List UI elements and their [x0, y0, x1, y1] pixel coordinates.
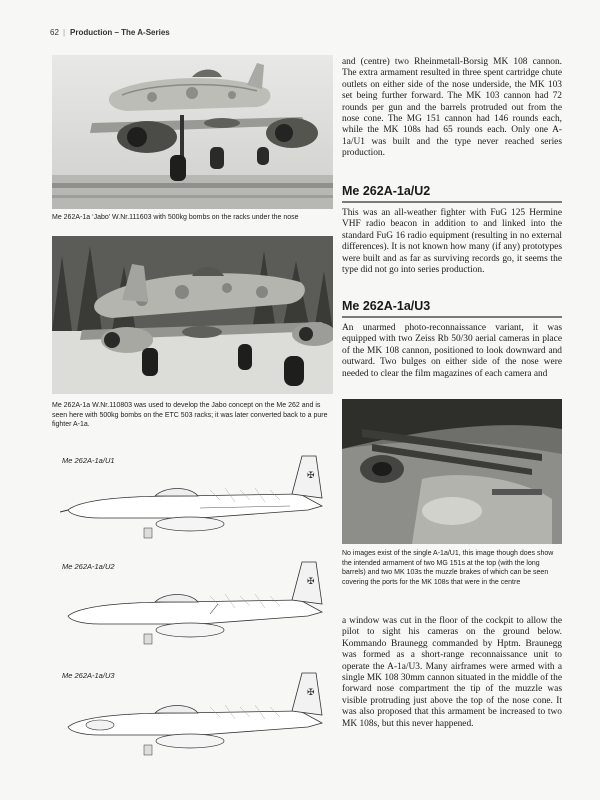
intro-paragraph: and (centre) two Rheinmetall-Borsig MK 108 cannon. The extra armament resulted in three spent cartridge chute outlets on either side of the nose underside, the MK 103 set being further forward. The MK 103 cannon had 72 rounds per gun and the barrels protruded out from the nose cone. The MG 151 cannon had 146 rounds each, while the MK 108s had 65 rounds each. Only one A-1a/U1 was built and the type never reached series production.: [342, 57, 562, 159]
text-u3-continued: [342, 616, 562, 730]
running-header: [50, 26, 550, 40]
heading-u3: Me 262A-1a/U3: [342, 299, 431, 313]
jet-photo-1: [52, 55, 333, 209]
nose-armament-photo: [342, 399, 562, 544]
u3-continued-paragraph: a window was cut in the floor of the cockpit to allow the pilot to sight his cameras on the ground below. Kommando Braunegg commanded by Hptm. Braunegg was formed as a short-range reconnaissance unit to operate the A-1a/U3. Many airframes were armed with a single MK 108 30mm cannon situated in the middle of the forward nose compartment the tip of the muzzle was visible protruding just above the top of the nose cone. It was also proposed that this armament be increased to two MK 108s, but this never happened.: [342, 616, 562, 729]
u2-paragraph: This was an all-weather fighter with FuG 125 Hermine VHF radio beacon in addition to and linked into the standard FuG 16 radio equipment (resulting in no external differences). It is not known how many (if any) prototypes were built and as far as surviving records go, it seems the type did not go into series production.: [342, 208, 562, 276]
heading-u3-rule: [342, 316, 562, 318]
drawing-label-u3: Me 262A-1a/U3: [62, 671, 115, 680]
photo-armament-nose: [342, 399, 562, 544]
photo-110803: [52, 236, 333, 394]
photo-1-caption: Me 262A-1a ‘Jabo’ W.Nr.111603 with 500kg bombs on the racks under the nose: [52, 214, 299, 221]
profile-drawing-u2: [60, 556, 328, 646]
drawing-label-u1: Me 262A-1a/U1: [62, 456, 115, 465]
photo-2-caption: Me 262A-1a W.Nr.110803 was used to develop the Jabo concept on the Me 262 and is seen here with 500kg bombs on the ETC 503 racks; it was later converted back to a pure fighter A-1a.: [52, 402, 328, 428]
page-number: 62: [50, 28, 59, 37]
photo-jabo-111603: [52, 55, 333, 209]
jet-photo-2: [52, 236, 333, 394]
heading-u2: Me 262A-1a/U2: [342, 184, 431, 198]
u3-paragraph: An unarmed photo-reconnaissance variant, it was equipped with two Zeiss Rb 50/30 aerial cameras in place of the MK 108 cannon, positioned to look downward and outward. Two bulges on either side of the nose were needed to clear the film magazines of each camera and: [342, 323, 562, 379]
heading-u2-rule: [342, 201, 562, 203]
drawing-label-u2: Me 262A-1a/U2: [62, 562, 115, 571]
photo-3-caption: No images exist of the single A-1a/U1, this image though does show the intended armament of two MG 151s at the top (with the long barrels) and two MK 103s the muzzle brakes of which can be seen covering the ports for the MK 108s that were in the centre: [342, 550, 554, 586]
profile-drawing-u3: [60, 665, 328, 760]
svg-text:✠: ✠: [307, 688, 315, 698]
text-intro: [342, 57, 562, 160]
profile-drawing-u1: [60, 450, 328, 540]
text-u2: [342, 208, 562, 276]
section-title: Production – The A-Series: [70, 28, 170, 37]
text-u3: [342, 323, 562, 380]
svg-text:✠: ✠: [307, 577, 315, 587]
svg-text:✠: ✠: [307, 471, 315, 481]
header-separator: |: [63, 28, 66, 37]
